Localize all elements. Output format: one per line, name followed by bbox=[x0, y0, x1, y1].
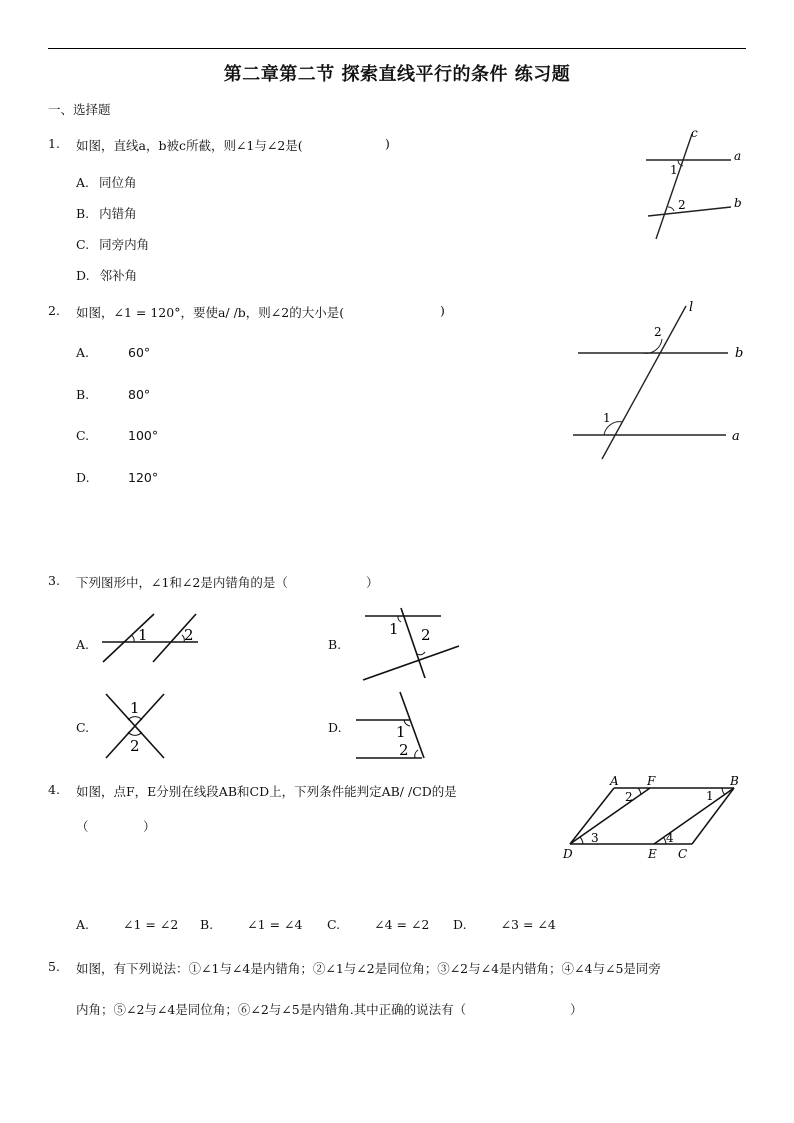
label-4: 4 bbox=[666, 831, 674, 845]
label-b: b bbox=[734, 196, 742, 210]
line-b bbox=[648, 207, 731, 216]
q3-option-c-letter: C. bbox=[76, 720, 90, 735]
option-text: 100° bbox=[128, 428, 159, 443]
q4-option-a bbox=[76, 917, 178, 932]
q1-stem: 如图，直线a，b被c所截，则∠1与∠2是( bbox=[76, 138, 303, 153]
option-text: ∠1 = ∠4 bbox=[247, 917, 303, 932]
angle-3-arc bbox=[580, 837, 583, 844]
q2-stem: 如图，∠1 = 120°，要使a/ /b，则∠2的大小是( bbox=[76, 305, 345, 320]
line-c bbox=[656, 134, 692, 239]
label-1: 1 bbox=[389, 620, 399, 638]
q2-option-b bbox=[76, 387, 151, 402]
q2-option-d bbox=[76, 470, 159, 485]
option-text: ∠3 = ∠4 bbox=[500, 917, 556, 932]
label-1: 1 bbox=[396, 723, 406, 741]
q2-number: 2. bbox=[48, 303, 60, 318]
label-1: 1 bbox=[706, 789, 714, 803]
label-2: 2 bbox=[184, 626, 194, 644]
header-rule bbox=[48, 48, 746, 49]
q5-paren-close: ） bbox=[570, 1002, 583, 1017]
label-a: a bbox=[732, 429, 740, 444]
label-B: B bbox=[730, 774, 739, 788]
q4-paren-close: ） bbox=[143, 819, 156, 834]
q4-stem: 如图，点F，E分别在线段AB和CD上，下列条件能判定AB/ /CD的是 bbox=[76, 784, 457, 799]
label-C: C bbox=[678, 847, 688, 861]
q4-number: 4. bbox=[48, 782, 60, 797]
segment-fd bbox=[570, 788, 650, 844]
q3-option-b-letter: B. bbox=[328, 637, 342, 652]
option-letter: A. bbox=[76, 175, 90, 190]
option-text: 60° bbox=[128, 345, 151, 360]
q4-option-c bbox=[327, 917, 429, 932]
q3-number: 3. bbox=[48, 573, 60, 588]
option-letter: D. bbox=[76, 268, 90, 283]
q2-option-c bbox=[76, 428, 159, 443]
option-letter: C. bbox=[76, 237, 90, 252]
q2-option-a bbox=[76, 345, 151, 360]
label-a: a bbox=[734, 149, 742, 163]
q3-figure-d bbox=[352, 688, 432, 762]
q3-figure-c bbox=[100, 690, 170, 762]
q5-line-2: 内角；⑤∠2与∠4是同位角；⑥∠2与∠5是内错角.其中正确的说法有（ bbox=[76, 1002, 467, 1017]
option-text: 同旁内角 bbox=[99, 237, 150, 252]
option-letter: D. bbox=[453, 917, 467, 932]
q1-figure bbox=[636, 124, 756, 244]
q3-figure-b bbox=[355, 604, 465, 684]
q3-stem: 下列图形中，∠1和∠2是内错角的是（ bbox=[76, 575, 288, 590]
q1-number: 1. bbox=[48, 136, 60, 151]
label-c: c bbox=[691, 126, 698, 140]
option-text: 内错角 bbox=[99, 206, 137, 221]
q2-paren-close: ) bbox=[440, 303, 445, 318]
option-letter: A. bbox=[76, 917, 90, 932]
label-F: F bbox=[647, 774, 656, 788]
q5-number: 5. bbox=[48, 959, 60, 974]
label-1: 1 bbox=[130, 699, 140, 717]
label-b: b bbox=[735, 346, 744, 361]
label-A: A bbox=[610, 774, 619, 788]
option-letter: B. bbox=[76, 387, 90, 402]
angle-2-arc bbox=[643, 339, 662, 353]
label-3: 3 bbox=[591, 831, 599, 845]
slanted-line bbox=[363, 646, 459, 680]
line-l bbox=[602, 306, 686, 459]
angle-2-arc bbox=[417, 652, 425, 655]
q4-figure bbox=[558, 772, 748, 864]
label-2: 2 bbox=[678, 198, 686, 212]
q3-option-d-letter: D. bbox=[328, 720, 342, 735]
label-1: 1 bbox=[603, 411, 611, 425]
option-letter: A. bbox=[76, 345, 90, 360]
option-text: 同位角 bbox=[99, 175, 137, 190]
q4-paren-open: （ bbox=[76, 819, 89, 834]
option-letter: D. bbox=[76, 470, 90, 485]
page-title: 第二章第二节 探索直线平行的条件 练习题 bbox=[223, 64, 571, 85]
q5-line-1: 如图，有下列说法：①∠1与∠4是内错角；②∠1与∠2是同位角；③∠2与∠4是内错角；④∠4与∠5是同旁 bbox=[76, 961, 661, 976]
q1-option-b bbox=[76, 204, 137, 222]
option-text: 120° bbox=[128, 470, 159, 485]
option-letter: B. bbox=[76, 206, 90, 221]
label-2: 2 bbox=[421, 626, 431, 644]
label-2: 2 bbox=[130, 737, 140, 755]
q4-option-d bbox=[453, 917, 556, 932]
option-text: 邻补角 bbox=[99, 268, 138, 283]
option-letter: B. bbox=[200, 917, 214, 932]
label-2: 2 bbox=[654, 325, 662, 339]
label-2: 2 bbox=[625, 790, 633, 804]
label-1: 1 bbox=[670, 163, 678, 177]
q1-option-d bbox=[76, 266, 137, 284]
label-D: D bbox=[563, 847, 573, 861]
q3-paren-close: ） bbox=[366, 575, 379, 590]
option-letter: C. bbox=[327, 917, 341, 932]
q3-figure-a bbox=[98, 610, 208, 668]
q3-option-a-letter: A. bbox=[76, 637, 90, 652]
q4-option-b bbox=[200, 917, 302, 932]
angle-2-arc bbox=[638, 788, 641, 795]
section-label: 一、选择题 bbox=[48, 102, 111, 117]
angle-2-arc bbox=[668, 207, 674, 211]
q1-option-c bbox=[76, 235, 149, 253]
label-E: E bbox=[648, 847, 657, 861]
q1-option-a bbox=[76, 173, 137, 191]
angle-2-arc bbox=[415, 750, 418, 758]
label-l: l bbox=[689, 300, 694, 315]
label-1: 1 bbox=[138, 626, 148, 644]
angle-1-arc bbox=[722, 788, 725, 795]
q1-paren-close: ) bbox=[385, 136, 390, 151]
option-text: ∠1 = ∠2 bbox=[123, 917, 179, 932]
option-letter: C. bbox=[76, 428, 90, 443]
label-2: 2 bbox=[399, 741, 409, 759]
option-text: 80° bbox=[128, 387, 151, 402]
q2-figure bbox=[568, 294, 754, 466]
option-text: ∠4 = ∠2 bbox=[374, 917, 430, 932]
